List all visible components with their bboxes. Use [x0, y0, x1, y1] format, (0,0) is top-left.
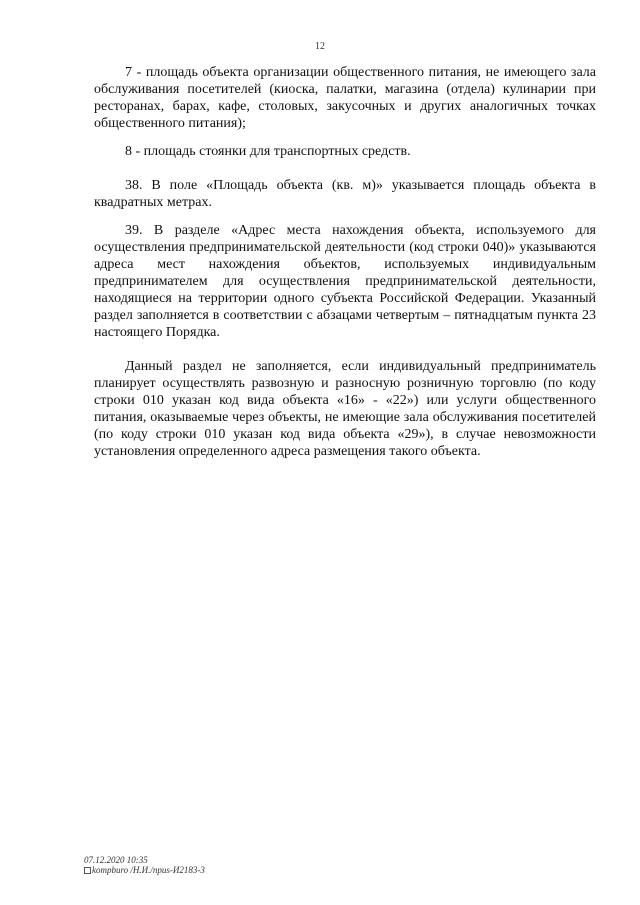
paragraph-39: 39. В разделе «Адрес места нахождения объекта, используемого для осуществления предпринимательской деятельности (код строки 040)» указываются адреса мест нахождения объектов, используемых индивидуальным предпринимателем для осуществления предпринимательской деятельности, находящиеся на территории одного субъекта Российской Федерации. Указанный раздел заполняется в соответствии с абзацами четвертым – пятнадцатым пункта 23 настоящего Порядка.	[94, 223, 596, 340]
document-icon	[84, 867, 91, 874]
paragraph-item-8: 8 - площадь стоянки для транспортных средств.	[125, 144, 411, 159]
footer-timestamp: 07.12.2020 10:35	[84, 855, 148, 865]
document-body	[94, 64, 596, 477]
footer-file-line	[84, 865, 205, 875]
document-footer	[84, 855, 205, 875]
paragraph-item-7: 7 - площадь объекта организации общественного питания, не имеющего зала обслуживания посетителей (киоска, палатки, магазина (отдела) кулинарии при ресторанах, барах, кафе, столовых, закусочных и других аналогичных точках общественного питания);	[94, 65, 596, 131]
footer-file-ref: kompburo /Н.И./npus-И2183-3	[92, 865, 205, 875]
paragraph-exception: Данный раздел не заполняется, если индивидуальный предприниматель планирует осуществлять развозную и разносную розничную торговлю (по коду строки 010 указан код вида объекта «16» - «22») или услуги общественного питания, оказываемые через объекты, не имеющие зала обслуживания посетителей (по коду строки 010 указан код вида объекта «29»), в случае невозможности установления определенного адреса размещения такого объекта.	[94, 359, 596, 459]
page-number: 12	[315, 41, 325, 52]
paragraph-38: 38. В поле «Площадь объекта (кв. м)» указывается площадь объекта в квадратных метрах.	[94, 178, 596, 210]
